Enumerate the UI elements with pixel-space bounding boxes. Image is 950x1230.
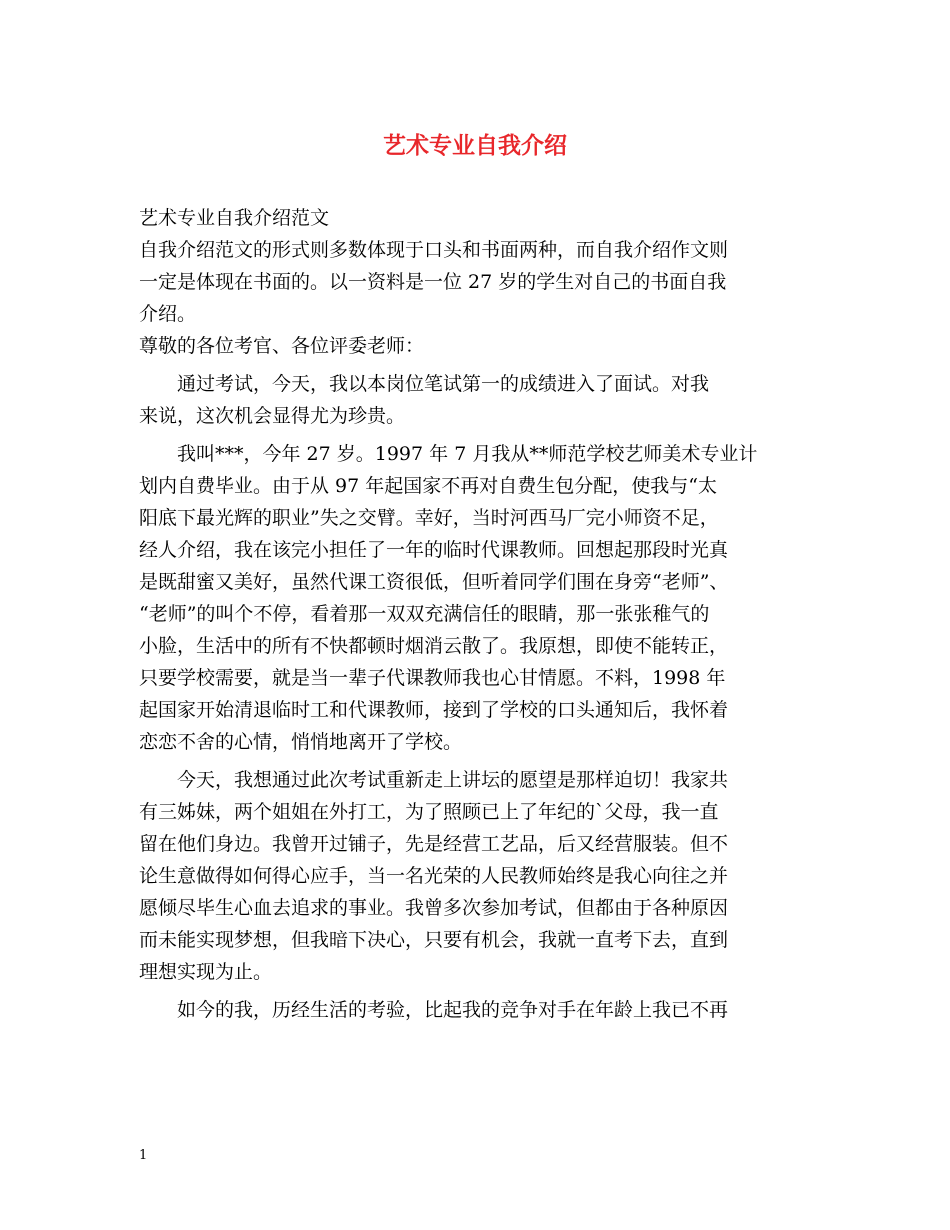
body-line: 来说，这次机会显得尤为珍贵。 xyxy=(139,405,406,427)
body-line: 经人介绍，我在该完小担任了一年的临时代课教师。回想起那段时光真 xyxy=(139,539,729,561)
body-line: 艺术专业自我介绍范文 xyxy=(139,207,330,229)
body-line: 小脸，生活中的所有不快都顿时烟消云散了。我原想，即使不能转正， xyxy=(139,635,729,657)
body-line: 论生意做得如何得心应手，当一名光荣的人民教师始终是我心向往之并 xyxy=(139,865,729,887)
body-line: 有三姊妹，两个姐姐在外打工，为了照顾已上了年纪的`父母，我一直 xyxy=(139,801,719,823)
body-line: 恋恋不舍的心情，悄悄地离开了学校。 xyxy=(139,731,463,753)
body-line: 介绍。 xyxy=(139,303,197,325)
body-line: “老师”的叫个不停，看着那一双双充满信任的眼睛，那一张张稚气的 xyxy=(139,603,710,625)
body-line: 阳底下最光辉的职业”失之交臂。幸好，当时河西马厂完小师资不足， xyxy=(139,507,719,529)
body-line: 留在他们身边。我曾开过铺子，先是经营工艺品，后又经营服装。但不 xyxy=(139,833,729,855)
body-line: 今天，我想通过此次考试重新走上讲坛的愿望是那样迫切！我家共 xyxy=(139,769,729,791)
body-line: 如今的我，历经生活的考验，比起我的竞争对手在年龄上我已不再 xyxy=(139,999,729,1021)
document-title: 艺术专业自我介绍 xyxy=(383,132,567,159)
body-line: 理想实现为止。 xyxy=(139,961,273,983)
body-line: 起国家开始清退临时工和代课教师，接到了学校的口头通知后，我怀着 xyxy=(139,699,729,721)
body-line: 通过考试，今天，我以本岗位笔试第一的成绩进入了面试。对我 xyxy=(139,373,710,395)
body-line: 尊敬的各位考官、各位评委老师： xyxy=(139,335,425,357)
body-line: 是既甜蜜又美好，虽然代课工资很低，但听着同学们围在身旁“老师”、 xyxy=(139,571,729,593)
body-line: 一定是体现在书面的。以一资料是一位 27 岁的学生对自己的书面自我 xyxy=(139,271,727,293)
page-number: 1 xyxy=(139,1148,148,1163)
body-line: 划内自费毕业。由于从 97 年起国家不再对自费生包分配，使我与“太 xyxy=(139,475,717,497)
body-line: 只要学校需要，就是当一辈子代课教师我也心甘情愿。不料，1998 年 xyxy=(139,667,726,689)
body-line: 愿倾尽毕生心血去追求的事业。我曾多次参加考试，但都由于各种原因 xyxy=(139,897,729,919)
body-line: 我叫***，今年 27 岁。1997 年 7 月我从**师范学校艺师美术专业计 xyxy=(139,443,758,465)
body-line: 而未能实现梦想，但我暗下决心，只要有机会，我就一直考下去，直到 xyxy=(139,929,729,951)
document-body xyxy=(139,202,815,1026)
body-line: 自我介绍范文的形式则多数体现于口头和书面两种，而自我介绍作文则 xyxy=(139,239,729,261)
